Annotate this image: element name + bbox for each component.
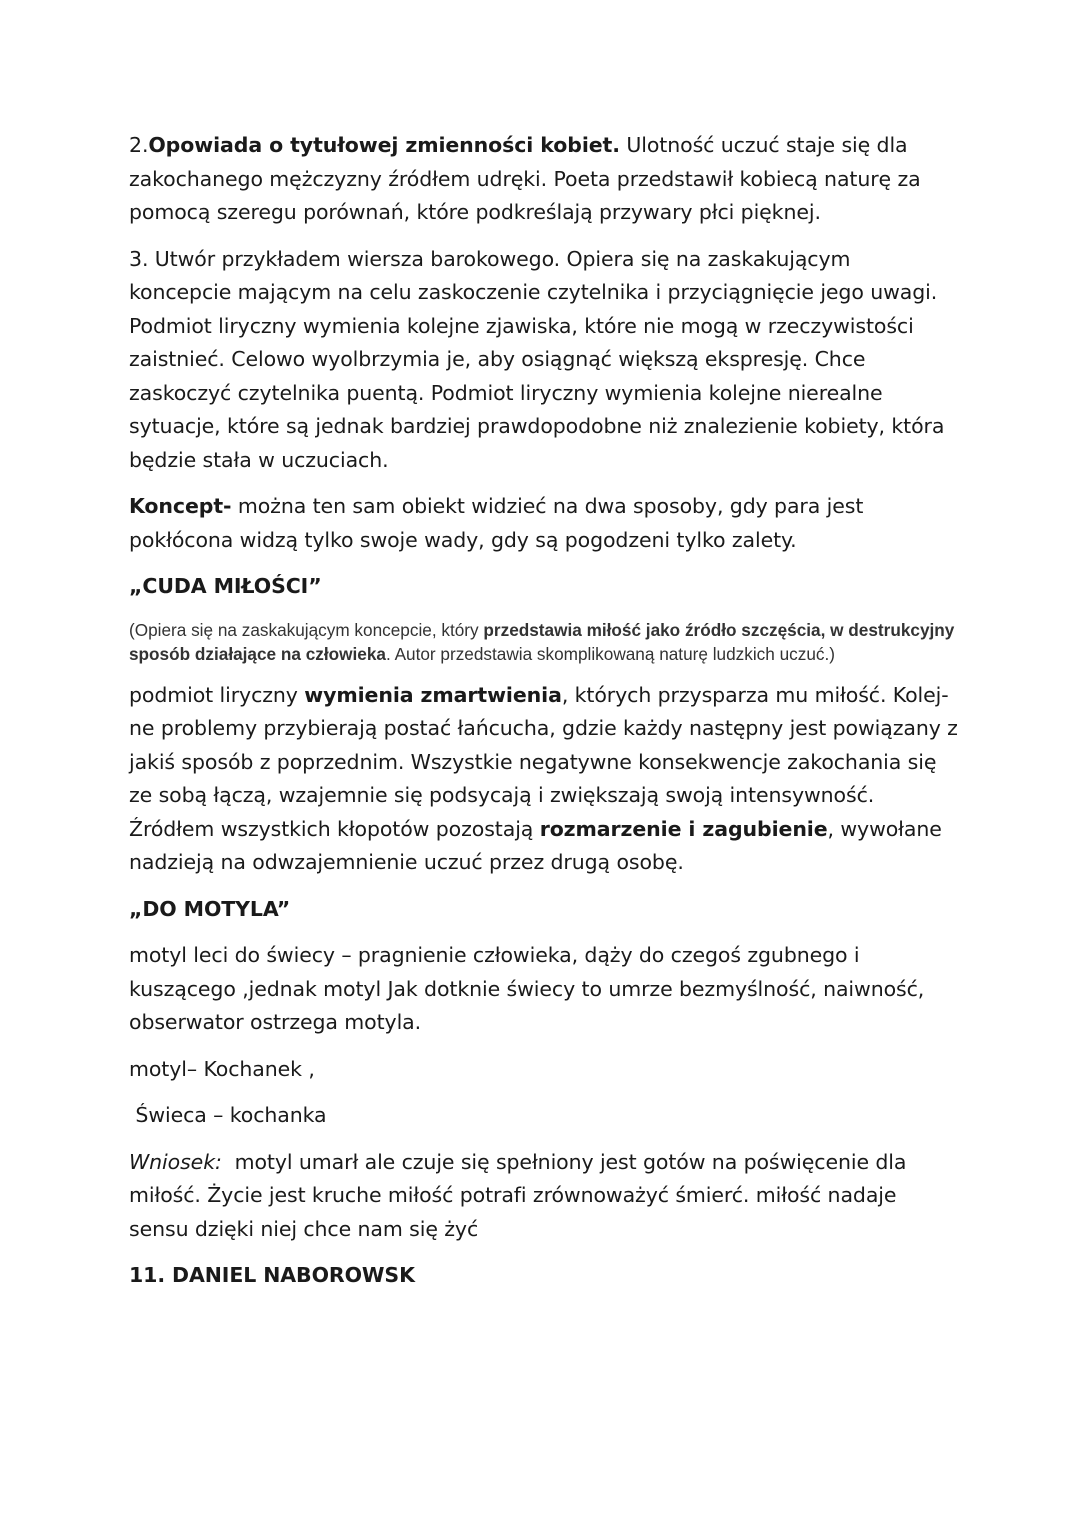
paragraph-swieca: Świeca – kochanka	[129, 1103, 327, 1127]
note-text: (Opiera się na zaskakującym koncepcie, który	[129, 619, 484, 640]
paragraph-3	[129, 243, 959, 478]
paragraph-text: podmiot liryczny	[129, 682, 305, 707]
note-text: . Autor przedstawia skomplikowaną naturę ludzkich uczuć.)	[385, 643, 835, 664]
note-paragraph	[129, 618, 959, 666]
paragraph-motyl: motyl leci do świecy – pragnienie człowieka, dąży do czegoś zgubnego i kuszącego ,jednak motyl Jak dotknie świecy to umrze bezmyślność, naiwność, obserwator ostrzega motyla.	[129, 943, 925, 1034]
heading-cuda-milosci: „CUDA MIŁOŚCI”	[129, 574, 322, 598]
paragraph-text: motyl umarł ale czuje się spełniony jest gotów na poświęcenie dla miłość. Życie jest kruche miłość potrafi zrównoważyć śmierć. miłość nadaje sensu dzięki niej chce nam się żyć	[129, 1149, 913, 1241]
bold-phrase: wymienia zmartwienia	[304, 682, 562, 707]
heading-naborowski: 11. DANIEL NABOROWSK	[129, 1263, 415, 1287]
paragraph-wniosek	[129, 1146, 959, 1247]
wniosek-label: Wniosek:	[129, 1149, 222, 1174]
paragraph-number: 2.	[129, 133, 149, 157]
paragraph-koncept	[129, 490, 959, 557]
paragraph-bold-lead: Opowiada o tytułowej zmienności kobiet.	[148, 133, 620, 157]
paragraph-2	[129, 129, 959, 230]
term-koncept: Koncept-	[129, 494, 232, 518]
page-content	[129, 129, 959, 1293]
paragraph-text: można ten sam obiekt widzieć na dwa sposoby, gdy para jest pokłócona widzą tylko swoje wady, gdy są pogodzeni tylko zalety.	[129, 494, 864, 552]
bold-phrase: rozmarzenie i zagubienie	[539, 816, 828, 841]
note-bold: przedstawia miłość jako źródło szczęścia, w destrukcyjny sposób działające na człowieka	[129, 619, 955, 664]
paragraph-text: , wywołane nadzieją na odwzajemnienie uczuć przez drugą osobę.	[129, 816, 942, 874]
paragraph-text: 3. Utwór przykładem wiersza barokowego. Opiera się na zaskakującym koncepcie mającym na celu zaskoczenie czytelnika i przyciągnięcie jego uwagi. Podmiot liryczny wymienia kolejne zjawiska, które nie mogą w rzeczywistości zaistnieć. Celowo wyolbrzymia je, aby osiągnąć większą ekspresję. Chce zaskoczyć czytelnika puentą. Podmiot liryczny wymienia kolejne nierealne sytuacje, które są jednak bardziej prawdopodobne niż znalezienie kobiety, która będzie stała w uczuciach.	[129, 246, 945, 472]
paragraph-text: , których przysparza mu miłość. Kolej-ne problemy przybierają postać łańcucha, gdzie każdy następny jest powiązany z jakiś sposób z poprzednim. Wszystkie negatywne konsekwencje zakochania się ze sobą łączą, wzajemnie się podsycają i zwiększają swoją intensywność. Źródłem wszystkich kłopotów pozostają	[129, 682, 958, 841]
paragraph-text: Ulotność uczuć staje się dla zakochanego mężczyzny źródłem udręki. Poeta przedstawił kobiecą naturę za pomocą szeregu porównań, które podkreślają przywary płci pięknej.	[129, 133, 921, 224]
paragraph-zmartwienia	[129, 679, 959, 880]
heading-do-motyla: „DO MOTYLA”	[129, 896, 291, 921]
paragraph-kochanek: motyl– Kochanek ,	[129, 1056, 315, 1081]
